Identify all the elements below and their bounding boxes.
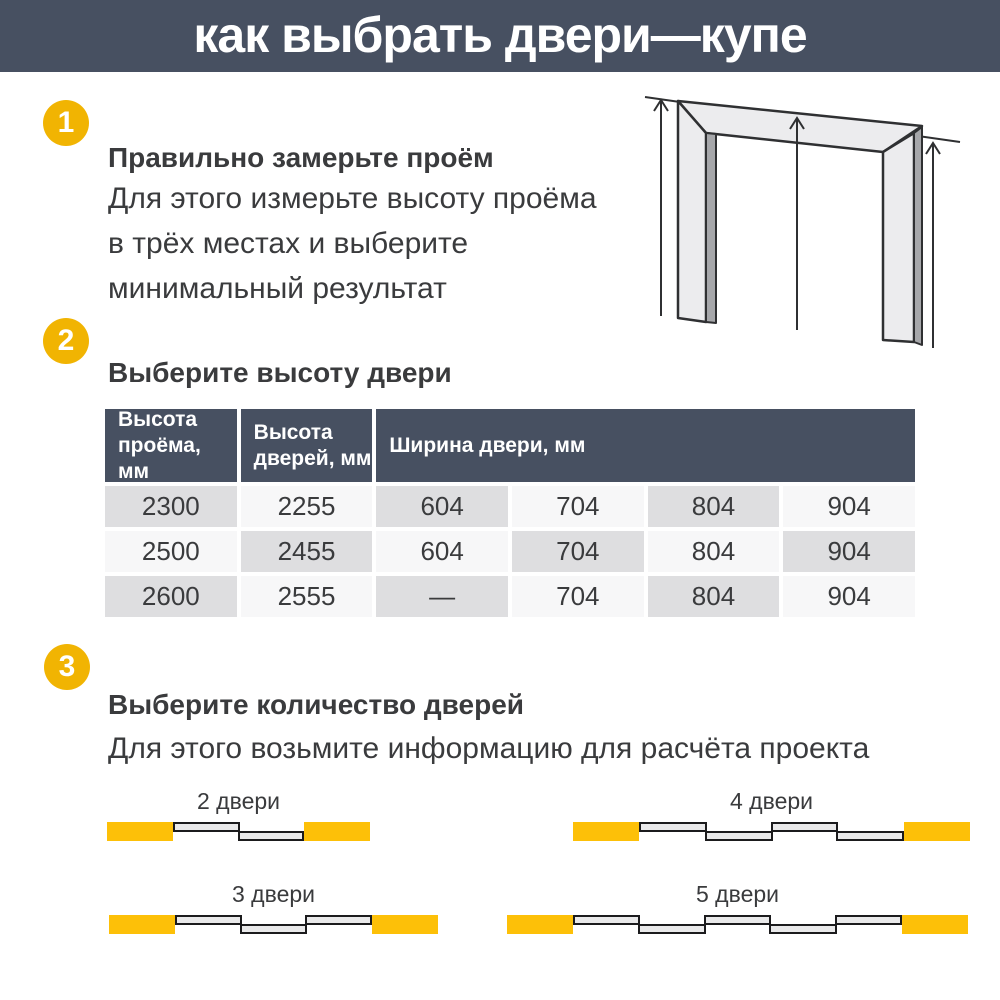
- wall-segment: [904, 822, 970, 841]
- table-cell: 904: [783, 531, 915, 572]
- door-frame-illustration: [630, 85, 990, 365]
- step-2-number: 2: [57, 324, 75, 357]
- diagram-4-doors-label: 4 двери: [730, 788, 813, 814]
- wall-segment: [573, 822, 639, 841]
- door-panels: [573, 915, 902, 934]
- door-panel: [305, 915, 372, 925]
- step-2-heading: Выберите высоту двери: [108, 357, 452, 388]
- diagram-3-doors-label: 3 двери: [232, 881, 315, 907]
- door-size-table: [105, 409, 915, 617]
- step-1-body: [108, 176, 597, 311]
- wall-segment: [107, 822, 173, 841]
- frame-right-jamb: [883, 133, 914, 342]
- table-cell: 904: [783, 486, 915, 527]
- diagram-4-doors-track: [573, 822, 970, 841]
- table-cell: 704: [512, 486, 644, 527]
- door-panel: [573, 915, 640, 925]
- table-header-door-width: Ширина двери, мм: [376, 409, 915, 482]
- door-panel: [704, 915, 771, 925]
- door-panel: [173, 822, 240, 832]
- diagram-2-doors-track: [107, 822, 370, 841]
- diagram-5-doors-track: [507, 915, 968, 934]
- door-panels: [173, 822, 304, 841]
- step-3-body: [108, 726, 869, 771]
- table-cell: 2555: [241, 576, 373, 617]
- door-panel: [238, 831, 305, 841]
- table-cell: 704: [512, 576, 644, 617]
- table-cell: 2500: [105, 531, 237, 572]
- diagram-2-doors: [107, 786, 370, 841]
- door-panel: [175, 915, 242, 925]
- table-cell: 2255: [241, 486, 373, 527]
- door-panel: [771, 822, 839, 832]
- step-1-body-line-1: Для этого измерьте высоту проёма: [108, 182, 597, 215]
- door-panel: [638, 924, 705, 934]
- wall-segment: [372, 915, 438, 934]
- wall-segment: [507, 915, 573, 934]
- table-header-opening-height: Высота проёма, мм: [105, 409, 237, 482]
- table-cell: 604: [376, 486, 508, 527]
- door-panel: [705, 831, 773, 841]
- diagram-5-doors: [507, 879, 968, 934]
- step-3-badge: [44, 644, 90, 690]
- door-panel: [769, 924, 836, 934]
- wall-segment: [109, 915, 175, 934]
- frame-left-jamb: [678, 101, 706, 322]
- diagram-4-doors: [573, 786, 970, 841]
- door-panels: [639, 822, 904, 841]
- diagram-2-doors-label: 2 двери: [197, 788, 280, 814]
- measure-arrow-right-icon: [926, 143, 940, 348]
- header-banner: [0, 0, 1000, 72]
- step-1-heading: Правильно замерьте проём: [108, 142, 494, 173]
- step-1-badge: [43, 100, 89, 146]
- table-cell: 804: [648, 486, 780, 527]
- diagram-3-doors: [109, 879, 438, 934]
- door-panel: [835, 915, 902, 925]
- door-panel: [836, 831, 904, 841]
- page-title: как выбрать двери—купе: [193, 7, 807, 63]
- wall-segment: [902, 915, 968, 934]
- door-panel: [240, 924, 307, 934]
- table-cell: 804: [648, 531, 780, 572]
- table-cell: 604: [376, 531, 508, 572]
- door-panel: [639, 822, 707, 832]
- diagram-3-doors-track: [109, 915, 438, 934]
- step-3-heading: Выберите количество дверей: [108, 689, 524, 720]
- frame-right-jamb-side: [914, 127, 922, 345]
- step-2-badge: [43, 318, 89, 364]
- door-panels: [175, 915, 372, 934]
- table-cell: 2300: [105, 486, 237, 527]
- table-cell: 704: [512, 531, 644, 572]
- frame-left-jamb-side: [706, 133, 716, 323]
- step-3-number: 3: [58, 650, 76, 683]
- table-cell: 2455: [241, 531, 373, 572]
- table-cell: —: [376, 576, 508, 617]
- step-1-body-line-2: в трёх местах и выберите: [108, 227, 469, 260]
- diagram-5-doors-label: 5 двери: [696, 881, 779, 907]
- step-3-body-line-1: Для этого возьмите информацию для расчёта проекта: [108, 732, 870, 765]
- table-cell: 904: [783, 576, 915, 617]
- measure-arrow-left-icon: [654, 100, 668, 316]
- measure-arrow-middle-icon: [790, 118, 804, 330]
- table-header-door-height: Высота дверей, мм: [241, 409, 373, 482]
- wall-segment: [304, 822, 370, 841]
- table-cell: 2600: [105, 576, 237, 617]
- step-1-body-line-3: минимальный результат: [108, 272, 447, 305]
- table-cell: 804: [648, 576, 780, 617]
- step-1-number: 1: [57, 106, 75, 139]
